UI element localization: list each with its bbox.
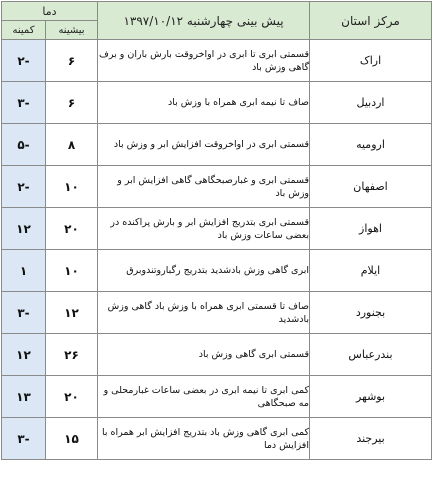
min-temp: -۵ [2, 124, 46, 166]
min-temp: ۱۲ [2, 334, 46, 376]
table-row [2, 376, 432, 418]
max-temp: ۲۰ [46, 376, 98, 418]
table-row [2, 40, 432, 82]
max-temp: ۱۰ [46, 250, 98, 292]
max-temp: ۶ [46, 82, 98, 124]
max-temp: ۱۲ [46, 292, 98, 334]
header-temperature: دما [2, 2, 98, 21]
city-name: اصفهان [310, 166, 432, 208]
forecast-description: قسمتی ابری تا ابری در اواخروقت بارش باران و برف گاهی وزش باد [98, 40, 310, 82]
table-row [2, 418, 432, 460]
table-row [2, 208, 432, 250]
max-temp: ۸ [46, 124, 98, 166]
forecast-description: قسمتی ابری بتدریج افزایش ابر و بارش پراکنده در بعضی ساعات وزش باد [98, 208, 310, 250]
max-temp: ۶ [46, 40, 98, 82]
min-temp: ۱ [2, 250, 46, 292]
forecast-description: صاف تا قسمتی ابری همراه با وزش باد گاهی وزش بادشدید [98, 292, 310, 334]
city-name: بجنورد [310, 292, 432, 334]
forecast-description: قسمتی ابری گاهی وزش باد [98, 334, 310, 376]
city-name: بندرعباس [310, 334, 432, 376]
city-name: اهواز [310, 208, 432, 250]
table-row [2, 334, 432, 376]
header-row-top [2, 2, 432, 21]
forecast-description: کمی ابری تا نیمه ابری در بعضی ساعات غبارمحلی و مه صبحگاهی [98, 376, 310, 418]
forecast-description: قسمتی ابری و غبارصبحگاهی گاهی افزایش ابر و وزش باد [98, 166, 310, 208]
city-name: بیرجند [310, 418, 432, 460]
forecast-description: صاف تا نیمه ابری همراه با وزش باد [98, 82, 310, 124]
forecast-table [1, 1, 432, 460]
max-temp: ۱۵ [46, 418, 98, 460]
table-row [2, 292, 432, 334]
min-temp: -۳ [2, 292, 46, 334]
min-temp: ۱۲ [2, 208, 46, 250]
forecast-description: قسمتی ابری در اواخروقت افزایش ابر و وزش باد [98, 124, 310, 166]
max-temp: ۲۶ [46, 334, 98, 376]
min-temp: -۳ [2, 82, 46, 124]
table-row [2, 250, 432, 292]
forecast-description: کمی ابری گاهی وزش باد بتدریج افزایش ابر همراه با افزایش دما [98, 418, 310, 460]
header-min: کمینه [2, 21, 46, 40]
city-name: ایلام [310, 250, 432, 292]
table-row [2, 124, 432, 166]
city-name: ارومیه [310, 124, 432, 166]
header-max: بیشینه [46, 21, 98, 40]
forecast-table-wrapper [1, 1, 431, 481]
city-name: اردبیل [310, 82, 432, 124]
max-temp: ۱۰ [46, 166, 98, 208]
table-row [2, 82, 432, 124]
city-name: اراک [310, 40, 432, 82]
min-temp: ۱۳ [2, 376, 46, 418]
max-temp: ۲۰ [46, 208, 98, 250]
forecast-description: ابری گاهی وزش بادشدید بتدریج رگباروتندوبرق [98, 250, 310, 292]
city-name: بوشهر [310, 376, 432, 418]
header-province: مرکز استان [310, 2, 432, 40]
min-temp: -۲ [2, 166, 46, 208]
min-temp: -۲ [2, 40, 46, 82]
table-row [2, 166, 432, 208]
min-temp: -۳ [2, 418, 46, 460]
header-forecast: پیش بینی چهارشنبه ۱۳۹۷/۱۰/۱۲ [98, 2, 310, 40]
